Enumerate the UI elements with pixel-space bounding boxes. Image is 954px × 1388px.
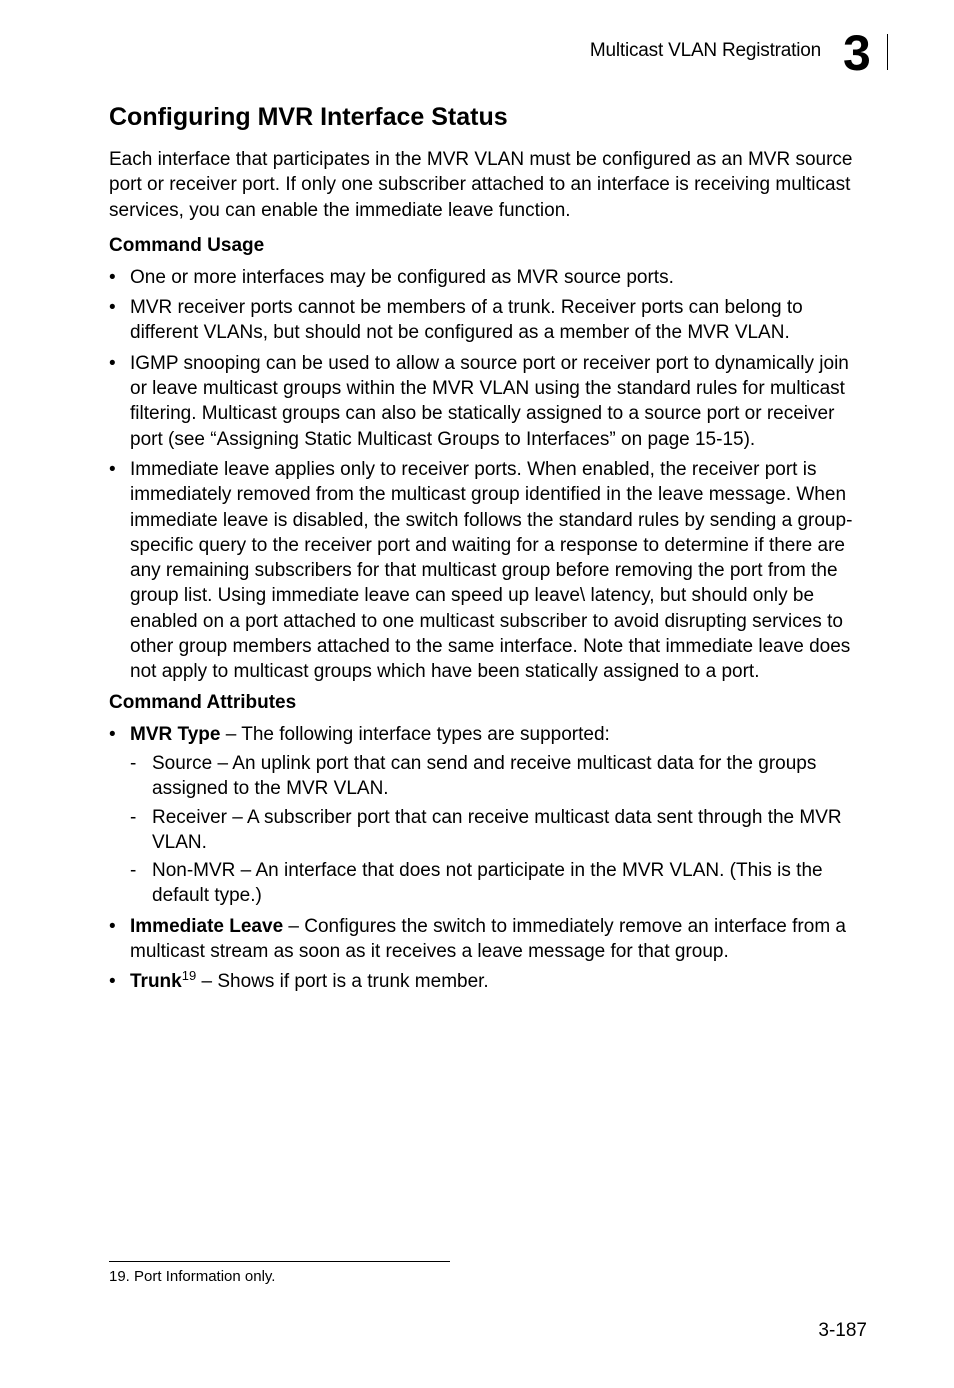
attribute-description: – Shows if port is a trunk member. — [196, 971, 489, 993]
attribute-term: MVR Type — [130, 723, 221, 745]
footnote-rule — [109, 1261, 450, 1262]
attribute-term: Immediate Leave — [130, 915, 284, 937]
attribute-description: – Configures the switch to immediately remove an interface from a multicast stream as soon as it receives a leave message for that group. — [130, 915, 846, 963]
chapter-number: 3 — [843, 25, 871, 81]
command-usage-heading: Command Usage — [109, 234, 265, 256]
intro-paragraph: Each interface that participates in the MVR VLAN must be configured as an MVR source port or receiver port. If only one subscriber attached to an interface is receiving multicast services, you can enable the immediate leave function. — [109, 149, 853, 221]
page-content — [109, 98, 869, 1000]
attribute-mvr-type — [109, 722, 869, 909]
list-item: • Immediate leave applies only to receiver ports. When enabled, the receiver port is immediately removed from the multicast group identified in the leave message. When immediate leave is disabled, the switch follows the standard rules by sending a group-specific query to the receiver port and waiting for a response to determine if there are any remaining subscribers for that multicast group before removing the port from the group list. Using immediate leave can speed up leave\ latency, but should only be enabled on a port attached to one multicast subscriber to avoid disrupting services to other group members attached to the same interface. Note that immediate leave does not apply to multicast groups which have been statically assigned to a port. — [109, 457, 869, 685]
attribute-description: – The following interface types are supported: — [220, 723, 610, 745]
option-item: - Non-MVR – An interface that does not participate in the MVR VLAN. (This is the default type.) — [130, 858, 869, 909]
chapter-rule — [887, 34, 888, 70]
list-item: • IGMP snooping can be used to allow a source port or receiver port to dynamically join or leave multicast groups within the MVR VLAN using the standard rules for multicast filtering. Multicast groups can also be statically assigned to a source port or receiver port (see “Assigning Static Multicast Groups to Interfaces” on page 15-15). — [109, 351, 869, 452]
attribute-trunk — [109, 969, 869, 994]
section-title: Configuring MVR Interface Status — [109, 103, 508, 131]
footnote: 19. Port Information only. — [109, 1268, 276, 1285]
option-item: - Source – An uplink port that can send and receive multicast data for the groups assigned to the MVR VLAN. — [130, 751, 869, 802]
attribute-immediate-leave — [109, 914, 869, 965]
command-attributes-heading: Command Attributes — [109, 691, 297, 713]
attribute-term: Trunk — [130, 971, 182, 993]
option-item: - Receiver – A subscriber port that can receive multicast data sent through the MVR VLAN. — [130, 805, 869, 856]
command-attributes-list — [109, 722, 869, 995]
footnote-reference: 19 — [181, 968, 197, 984]
command-usage-list — [109, 265, 869, 685]
page-number: 3-187 — [818, 1320, 867, 1341]
running-header: Multicast VLAN Registration — [589, 40, 821, 61]
list-item: • MVR receiver ports cannot be members of a trunk. Receiver ports can belong to different VLANs, but should not be configured as a member of the MVR VLAN. — [109, 295, 869, 346]
mvr-type-options — [130, 751, 869, 909]
list-item: • One or more interfaces may be configured as MVR source ports. — [109, 265, 869, 290]
